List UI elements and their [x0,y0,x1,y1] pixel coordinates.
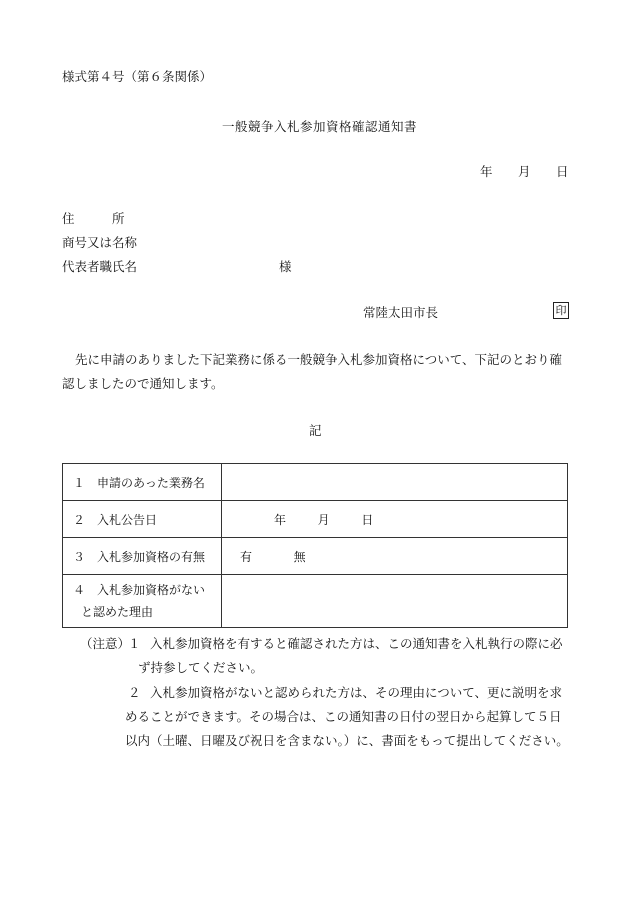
business-name-label: １ 申請のあった業務名 [63,464,222,501]
table-row-business [63,464,568,501]
body-line-2: 認しましたので通知します。 [62,376,224,391]
note-1-line-2: ず持参してください。 [138,660,264,675]
notes-prefix: （注意） [80,636,131,651]
notice-day: 日 [361,512,374,527]
date-day: 日 [556,164,569,179]
company-name-label: 商号又は名称 [62,235,138,250]
reason-label-line-2: と認めた理由 [81,605,154,619]
issuer-name: 常陸太田市長 [363,305,439,320]
eligibility-value [222,538,568,575]
business-name-value [222,464,568,501]
body-line-1: 先に申請のありました下記業務に係る一般競争入札参加資格について、下記のとおり確 [75,352,563,367]
notice-month: 月 [317,512,330,527]
note-2-line-2: めることができます。その場合は、この通知書の日付の翌日から起算して５日 [125,709,562,724]
ki-heading: 記 [309,423,322,438]
note-2-number: ２ [128,685,141,700]
reason-value [222,575,568,628]
note-2-line-3: 以内（土曜、日曜及び祝日を含まない。）に、書面をもって提出してください。 [125,733,569,748]
note-1-line-1: 入札参加資格を有すると確認された方は、この通知書を入札執行の際に必 [150,636,563,651]
reason-label-line-1: ４ 入札参加資格がない [73,583,206,597]
table-row-eligibility [63,538,568,575]
eligibility-yes: 有 [240,549,253,564]
representative-label: 代表者職氏名 [62,259,138,274]
form-number: 様式第４号（第６条関係） [62,69,213,84]
address-label: 住 所 [62,211,125,226]
note-1-number: １ [128,636,141,651]
reason-label [63,575,222,628]
notice-year: 年 [274,512,287,527]
date-year: 年 [480,164,493,179]
eligibility-no: 無 [293,549,306,564]
notice-date-value [222,501,568,538]
document-title: 一般競争入札参加資格確認通知書 [222,119,418,134]
table-row-reason [63,575,568,628]
note-2-line-1: 入札参加資格がないと認められた方は、その理由について、更に説明を求 [150,685,563,700]
seal-mark: 印 [553,302,569,319]
honorific: 様 [279,259,292,274]
details-table [62,463,568,628]
date-month: 月 [518,164,531,179]
notice-date-label: ２ 入札公告日 [63,501,222,538]
table-row-notice-date [63,501,568,538]
eligibility-label: ３ 入札参加資格の有無 [63,538,222,575]
